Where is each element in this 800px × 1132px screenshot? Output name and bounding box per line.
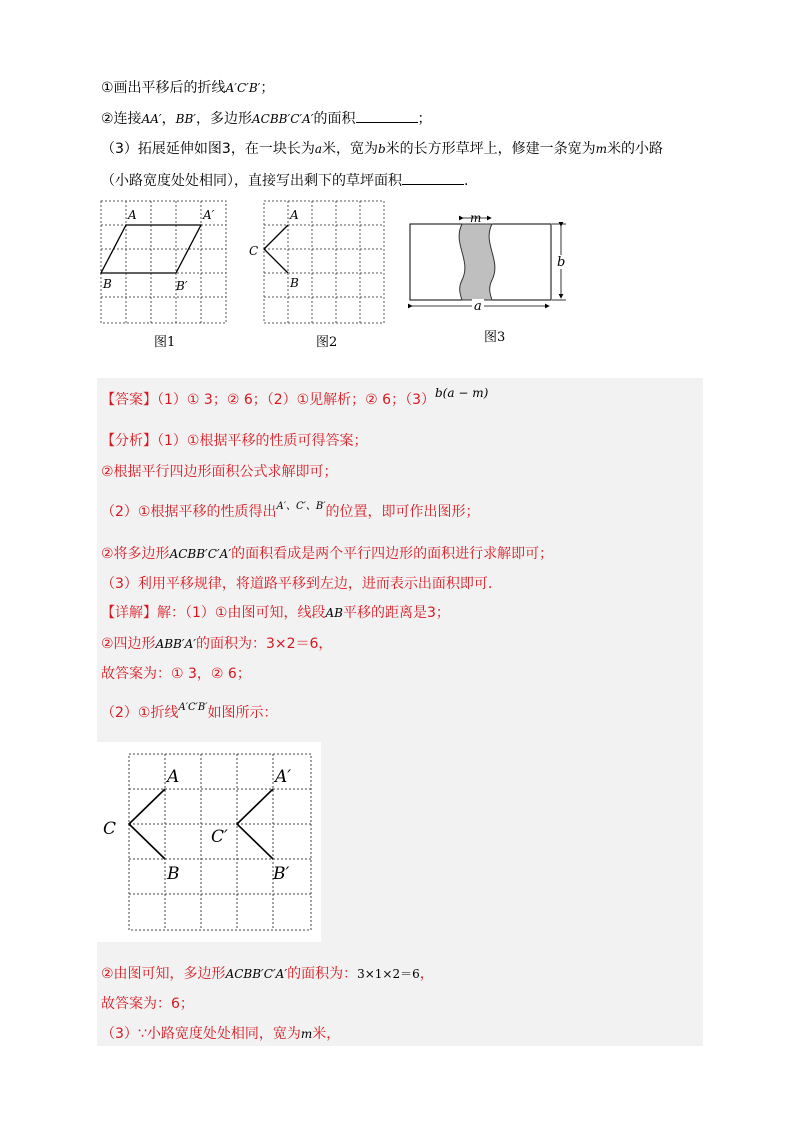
label-A: A: [128, 208, 137, 222]
label-A: A: [167, 767, 180, 787]
label-B: B: [103, 277, 112, 291]
text: .: [464, 173, 469, 189]
detail-line-1: [101, 603, 450, 623]
analysis-line-1: [101, 431, 367, 451]
math-expression: AA′: [141, 112, 162, 126]
text: ；: [260, 80, 275, 96]
analysis-line-4: [101, 544, 553, 564]
text: ，多边形: [196, 111, 252, 127]
answer-blank[interactable]: [402, 170, 464, 185]
text: 故答案为：① 3，② 6；: [101, 666, 251, 682]
math-expression: b(a − m): [435, 386, 489, 400]
analysis-line-3: [101, 502, 480, 524]
label-b: b: [557, 255, 566, 270]
text: 米的长方形草坪上，修建一条宽为: [385, 141, 596, 157]
detail-line-5: [101, 964, 434, 984]
question-line-2: [101, 108, 432, 129]
math-expression: A′、C′、B′: [276, 501, 326, 512]
text: 的面积: [313, 111, 356, 127]
figure-3: [406, 208, 576, 318]
math-expression: A′C′B′: [225, 81, 261, 95]
text: 的面积为：3×2＝6，: [195, 636, 333, 652]
label-B-prime: B′: [273, 864, 290, 884]
text: ，: [419, 966, 434, 982]
math-expression: a: [314, 142, 322, 156]
figure-1: [100, 200, 232, 330]
label-A: A: [290, 208, 299, 222]
label-C: C: [103, 819, 117, 839]
text: ，: [161, 111, 176, 127]
text: （3）利用平移规律，将道路平移到左边，进而表示出面积即可.: [101, 576, 493, 592]
text: （3）∵小路宽度处处相同，宽为: [101, 1026, 301, 1042]
label-B: B: [167, 864, 180, 884]
math-expression: 3×1×2＝6: [357, 967, 420, 981]
label-A-prime: A′: [203, 208, 215, 222]
math-expression: m: [595, 142, 608, 156]
text: 解：（1）①由图可知，线段: [157, 605, 326, 621]
figure-3-caption: 图3: [484, 330, 506, 345]
text: ；: [417, 111, 432, 127]
question-line-3: [101, 139, 663, 159]
analysis-label: 【分析】: [101, 433, 157, 449]
text: 如图所示：: [207, 705, 278, 721]
detail-line-3: [101, 664, 251, 684]
label-m: m: [470, 211, 482, 225]
detail-line-7: [101, 1024, 340, 1044]
label-C: C: [249, 244, 259, 258]
text: （3）拓展延伸如图3，在一块长为: [101, 141, 315, 157]
detail-label: 【详解】: [101, 605, 157, 621]
text: 的面积看成是两个平行四边形的面积进行求解即可；: [231, 546, 554, 562]
math-expression: m: [300, 1027, 313, 1041]
text: 米，宽为: [321, 141, 378, 157]
question-line-4: [101, 170, 468, 191]
math-expression: BB′: [175, 112, 196, 126]
math-expression: ACBB′C′A′: [252, 112, 314, 126]
text: 故答案为：6；: [101, 996, 194, 1012]
text: ②将多边形: [101, 546, 170, 562]
math-expression: ABB′A′: [155, 637, 196, 651]
text: ②四边形: [101, 636, 156, 652]
answer-line: [101, 386, 489, 410]
figure-1-caption: 图1: [154, 335, 176, 350]
figure-2-caption: 图2: [316, 335, 338, 350]
detail-line-4: [101, 703, 278, 725]
text: 平移的距离是3；: [342, 605, 450, 621]
text: （2）①根据平移的性质得出: [101, 504, 277, 520]
label-C-prime: C′: [211, 827, 228, 847]
math-expression: ACBB′C′A′: [225, 967, 288, 981]
answer-blank[interactable]: [356, 108, 418, 123]
label-A-prime: A′: [275, 767, 292, 787]
analysis-line-2: [101, 462, 338, 482]
detail-line-6: [101, 994, 194, 1014]
text: ②连接: [101, 111, 142, 127]
text: （1）①根据平移的性质可得答案；: [157, 433, 368, 449]
math-expression: b: [377, 142, 386, 156]
solution-figure: [97, 742, 321, 942]
text: （2）①折线: [101, 705, 179, 721]
detail-line-2: [101, 634, 332, 654]
analysis-line-5: [101, 574, 492, 594]
label-B: B: [290, 276, 299, 290]
text: （1）① 3；② 6；（2）①见解析；② 6；（3）: [157, 392, 435, 408]
text: ②由图可知，多边形: [101, 966, 226, 982]
math-expression: ACBB′C′A′: [169, 547, 232, 561]
math-expression: AB: [325, 606, 343, 620]
answer-label: 【答案】: [101, 392, 157, 408]
question-line-1: [101, 78, 274, 98]
text: （小路宽度处处相同），直接写出剩下的草坪面积: [101, 173, 402, 189]
text: 米，: [312, 1026, 341, 1042]
text: ①画出平移后的折线: [101, 80, 226, 96]
label-B-prime: B′: [176, 279, 188, 293]
text: 的面积为：: [287, 966, 358, 982]
figure-2: [246, 200, 388, 330]
math-expression: A′C′B′: [178, 702, 208, 713]
text: 米的小路: [607, 141, 664, 157]
text: 的位置，即可作出图形；: [325, 504, 480, 520]
label-a: a: [474, 299, 482, 314]
text: ②根据平行四边形面积公式求解即可；: [101, 464, 338, 480]
